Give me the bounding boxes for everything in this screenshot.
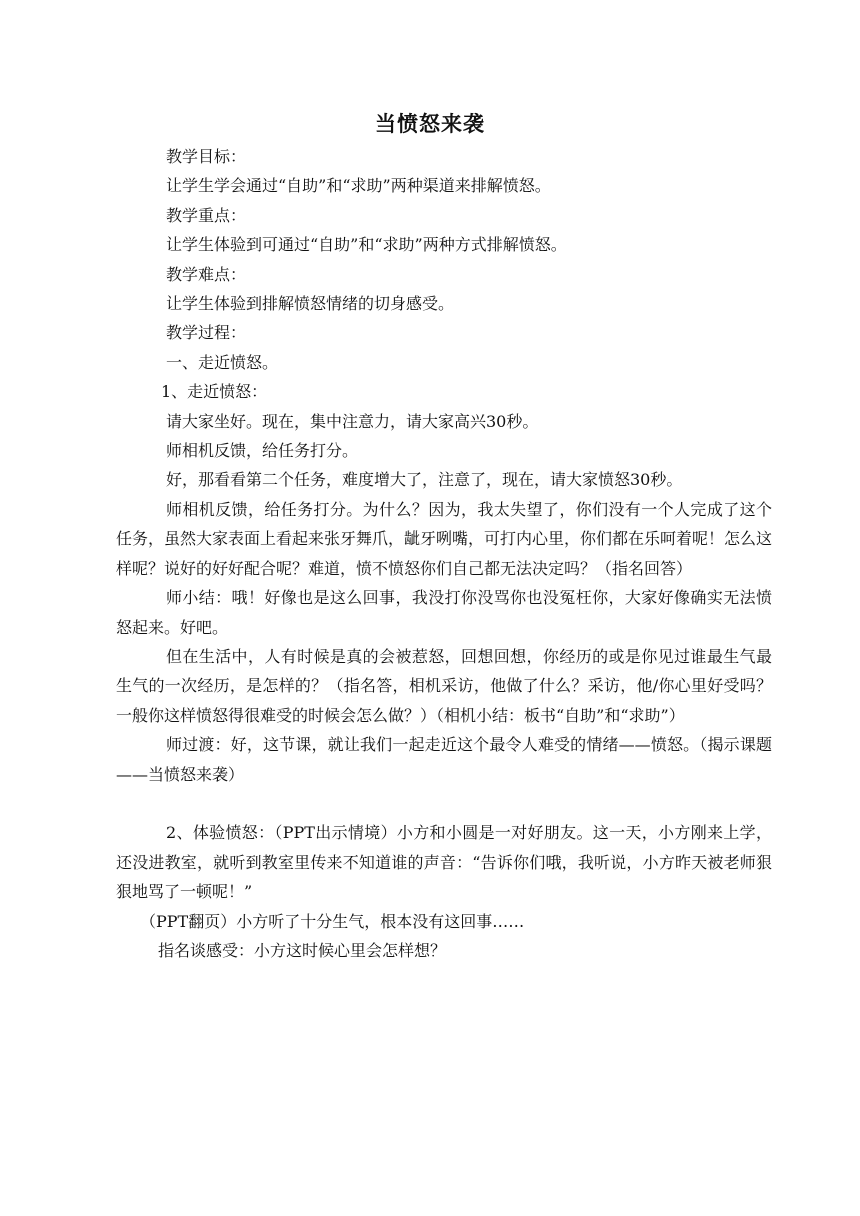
paragraph-feedback: 师相机反馈，给任务打分。 xyxy=(166,441,359,461)
paragraph-experience-anger: 2、体验愤怒：（PPT出示情境）小方和小圆是一对好朋友。这一天，小方刚来上学，还没进教室，就听到教室里传来不知道谁的声音：“告诉你们哦，我听说，小方昨天被老师狠狠地骂了一顿呢！” xyxy=(116,823,772,902)
section-heading-difficulties: 教学难点： xyxy=(166,264,247,284)
paragraph-ppt-page: （PPT翻页）小方听了十分生气，根本没有这回事…… xyxy=(140,911,525,931)
section-heading-objectives: 教学目标： xyxy=(166,147,247,166)
document-title: 当愤怒来袭 xyxy=(375,111,485,136)
step-heading-1: 1、走近愤怒： xyxy=(161,382,268,402)
paragraph-feedback-explanation: 师相机反馈，给任务打分。为什么？因为，我太失望了，你们没有一个人完成了这个任务，虽然大家表面上看起来张牙舞爪，龇牙咧嘴，可打内心里，你们都在乐呵着呢！怎么这样呢？说好的好好配合呢？难道，愤不愤怒你们自己都无法决定吗？（指名回答） xyxy=(116,499,773,578)
paragraph-real-life: 但在生活中，人有时候是真的会被惹怒，回想回想，你经历的或是你见过谁最生气最生气的一次经历，是怎样的？（指名答，相机采访，他做了什么？采访，他/你心里好受吗？一般你这样愤怒得很难受的时候会怎么做？）（相机小结：板书“自助”和“求助”） xyxy=(116,646,772,725)
paragraph-summary: 师小结：哦！好像也是这么回事，我没打你没骂你也没冤枉你，大家好像确实无法愤怒起来。好吧。 xyxy=(116,588,772,637)
blank-line xyxy=(116,789,772,818)
paragraph-difficulties: 让学生体验到排解愤怒情绪的切身感受。 xyxy=(166,294,455,314)
paragraph-transition: 师过渡：好，这节课，就让我们一起走近这个最令人难受的情绪——愤怒。（揭示课题——当愤怒来袭） xyxy=(116,735,772,784)
subsection-heading-1: 一、走近愤怒。 xyxy=(166,352,279,372)
paragraph-instruction-happy: 请大家坐好。现在，集中注意力，请大家高兴30秒。 xyxy=(166,411,539,431)
paragraph-discussion: 指名谈感受：小方这时候心里会怎样想？ xyxy=(158,940,447,960)
section-heading-process: 教学过程： xyxy=(166,323,247,343)
paragraph-instruction-angry: 好，那看看第二个任务，难度增大了，注意了，现在，请大家愤怒30秒。 xyxy=(166,470,683,490)
paragraph-objectives: 让学生学会通过“自助”和“求助”两种渠道来排解愤怒。 xyxy=(166,176,551,196)
paragraph-key-points: 让学生体验到可通过“自助”和“求助”两种方式排解愤怒。 xyxy=(166,235,567,255)
document-body xyxy=(116,142,772,965)
section-heading-key-points: 教学重点： xyxy=(166,205,247,225)
